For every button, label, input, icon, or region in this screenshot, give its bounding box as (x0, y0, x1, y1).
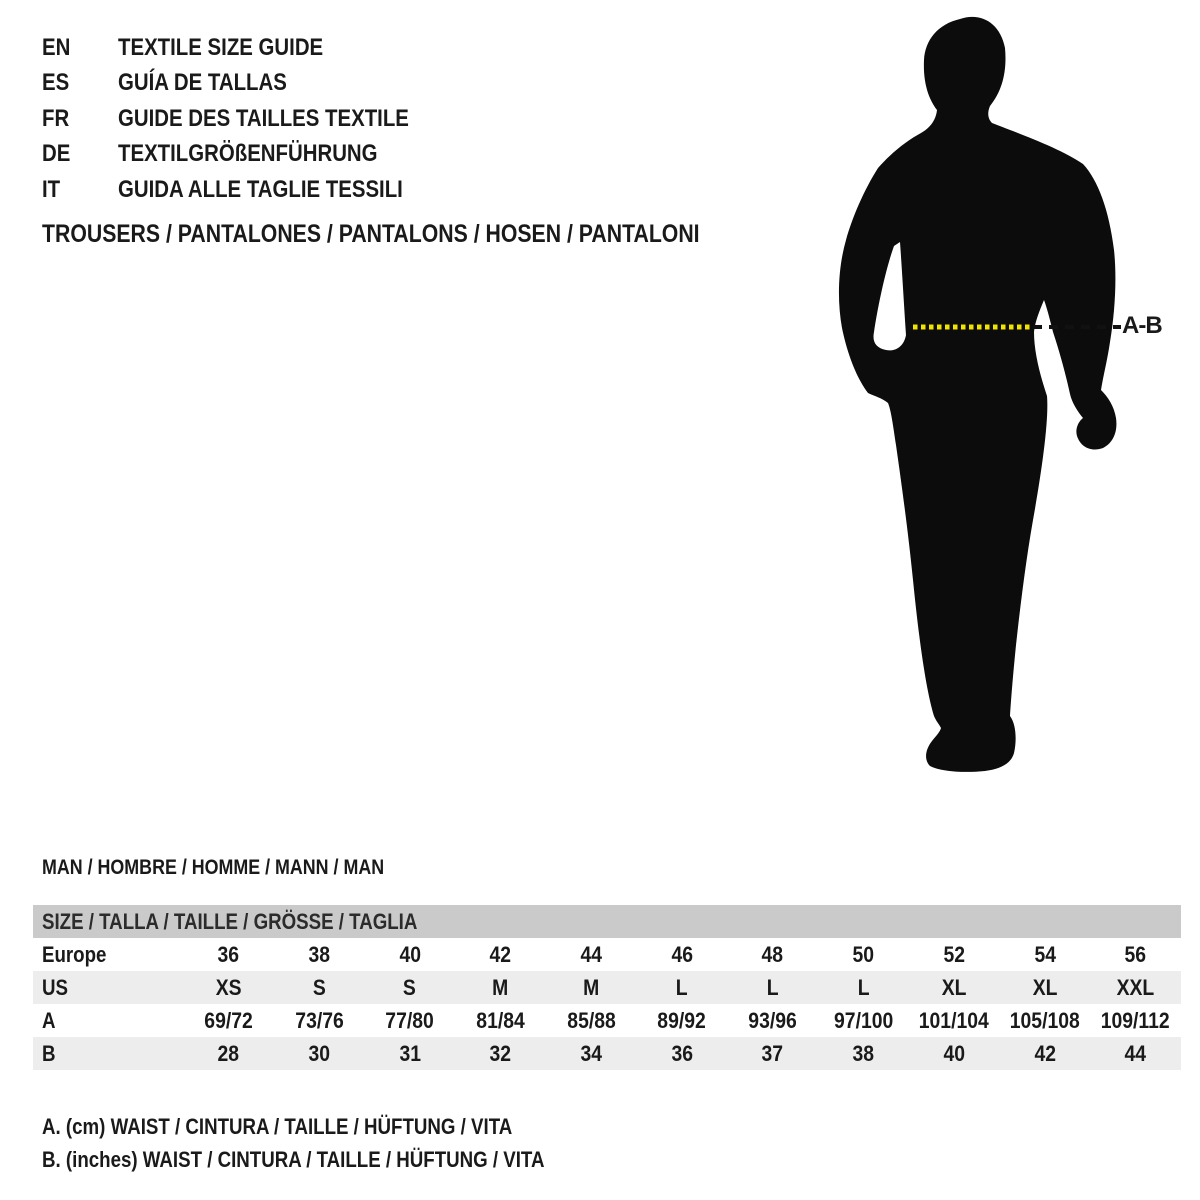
table-cell: S (403, 974, 417, 1000)
product-heading: TROUSERS / PANTALONES / PANTALONS / HOSEN / PANTALONI (42, 220, 700, 248)
table-cell: 56 (1124, 941, 1147, 967)
man-silhouette-figure (820, 0, 1200, 800)
table-cell: M (583, 974, 600, 1000)
table-cell: 52 (943, 941, 965, 967)
table-cell: 69/72 (204, 1007, 253, 1033)
table-cell: XL (1032, 974, 1058, 1000)
table-cell: 101/104 (919, 1007, 990, 1033)
table-cell: 32 (489, 1040, 512, 1066)
table-cell: 50 (852, 941, 875, 967)
table-cell: 36 (671, 1040, 693, 1066)
table-cell: 85/88 (567, 1007, 616, 1033)
table-cell: 42 (1034, 1040, 1056, 1066)
table-row-b-inches (33, 1037, 1181, 1070)
table-cell: L (676, 974, 688, 1000)
language-list (42, 30, 460, 208)
row-label: Europe (42, 941, 107, 967)
language-code: IT (42, 175, 61, 203)
table-cell: 28 (217, 1040, 240, 1066)
table-cell: 46 (671, 941, 693, 967)
table-cell: 40 (943, 1040, 965, 1066)
table-cell: 89/92 (657, 1007, 707, 1033)
language-title: GUÍA DE TALLAS (118, 69, 287, 97)
table-cell: XXL (1116, 974, 1155, 1000)
table-cell: 37 (761, 1040, 784, 1066)
language-title: GUIDA ALLE TAGLIE TESSILI (118, 175, 403, 203)
language-code: EN (42, 33, 71, 61)
table-cell: 105/108 (1009, 1007, 1080, 1033)
table-cell: 31 (399, 1040, 421, 1066)
language-title: TEXTILGRÖßENFÜHRUNG (118, 140, 378, 168)
table-cell: 81/84 (476, 1007, 525, 1033)
language-title: GUIDE DES TAILLES TEXTILE (118, 104, 409, 132)
table-cell: 44 (580, 941, 603, 967)
row-label: A (42, 1007, 56, 1033)
table-cell: 93/96 (748, 1007, 797, 1033)
row-label: B (42, 1040, 56, 1066)
table-cell: S (312, 974, 326, 1000)
table-cell: 73/76 (294, 1007, 344, 1033)
table-cell: 44 (1124, 1040, 1147, 1066)
table-cell: L (857, 974, 870, 1000)
table-cell: 109/112 (1101, 1007, 1171, 1033)
table-cell: 42 (489, 941, 512, 967)
row-label: US (42, 974, 68, 1000)
section-heading-man: MAN / HOMBRE / HOMME / MANN / MAN (42, 856, 385, 879)
language-row-en (42, 30, 460, 66)
table-cell: 40 (399, 941, 421, 967)
table-cell: XS (215, 974, 242, 1000)
table-cell: M (492, 974, 509, 1000)
language-code: FR (42, 104, 70, 132)
table-cell: 77/80 (385, 1007, 435, 1033)
table-cell: 38 (308, 941, 330, 967)
table-cell: 48 (761, 941, 784, 967)
table-row-us (33, 971, 1181, 1004)
table-cell: 30 (308, 1040, 330, 1066)
language-row-it (42, 172, 460, 208)
table-cell: 38 (852, 1040, 875, 1066)
table-cell: 54 (1034, 941, 1056, 967)
footnote-a: A. (cm) WAIST / CINTURA / TAILLE / HÜFTUNG / VITA (42, 1113, 513, 1139)
language-row-de (42, 137, 460, 173)
size-table (33, 905, 1181, 1070)
language-row-fr (42, 101, 460, 137)
measure-label-ab: A-B (1122, 312, 1162, 339)
language-title: TEXTILE SIZE GUIDE (118, 33, 324, 61)
size-table-header: SIZE / TALLA / TAILLE / GRÖSSE / TAGLIA (33, 905, 1181, 938)
table-row-a-cm (33, 1004, 1181, 1037)
table-cell: 97/100 (833, 1007, 894, 1033)
footnote-b: B. (inches) WAIST / CINTURA / TAILLE / HÜFTUNG / VITA (42, 1146, 545, 1172)
table-cell: L (766, 974, 779, 1000)
measurement-footnotes (42, 1110, 633, 1176)
table-cell: 34 (580, 1040, 603, 1066)
language-row-es (42, 66, 460, 102)
language-code: ES (42, 69, 70, 97)
table-cell: XL (941, 974, 967, 1000)
table-cell: 36 (217, 941, 240, 967)
table-row-europe (33, 938, 1181, 971)
man-silhouette (820, 0, 1200, 800)
language-code: DE (42, 140, 71, 168)
